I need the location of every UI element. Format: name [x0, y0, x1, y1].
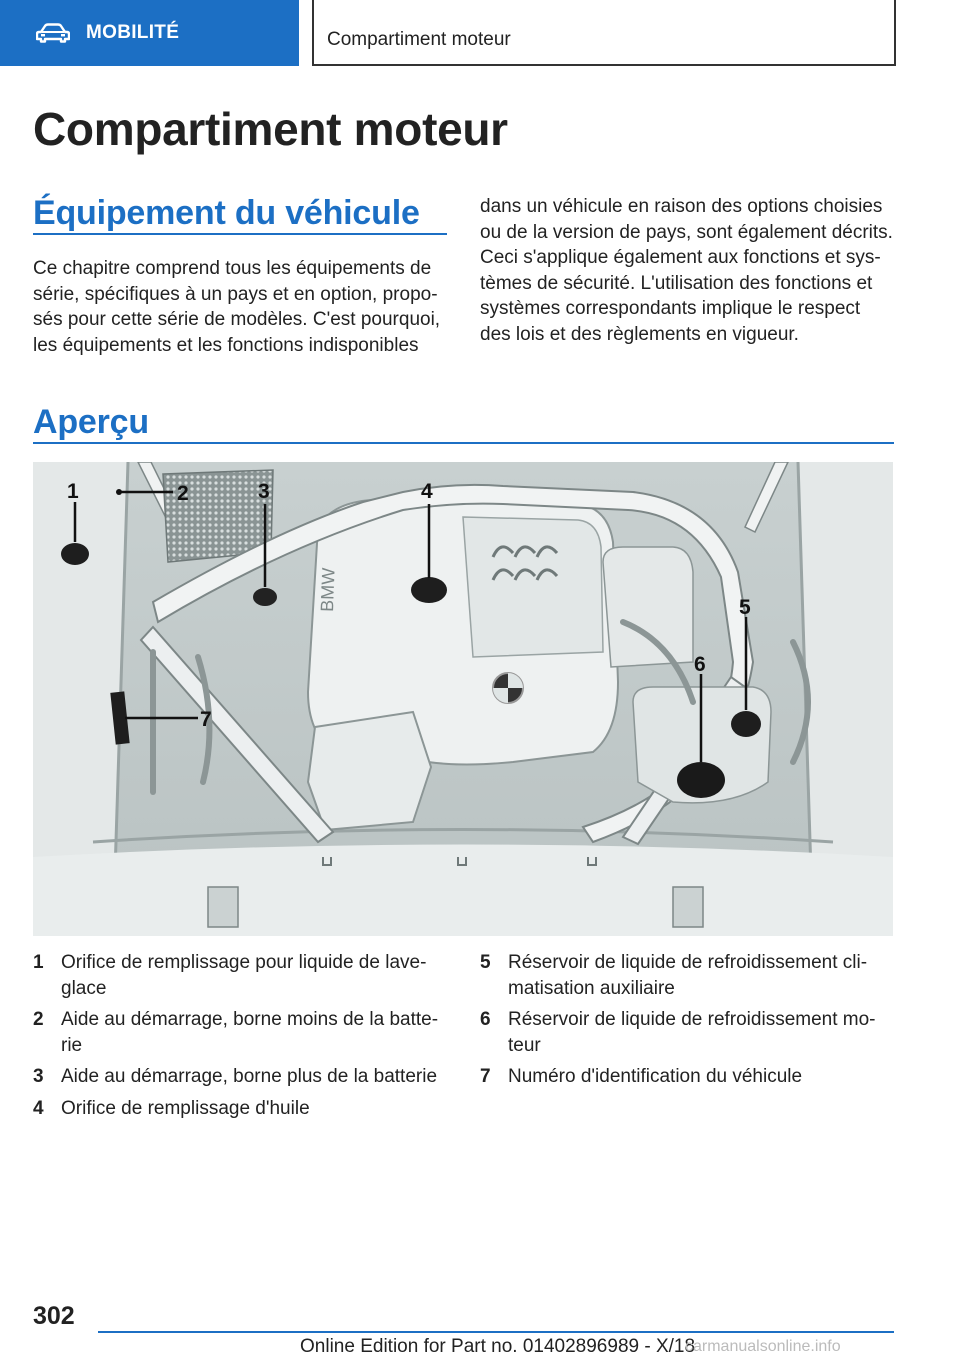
legend-number: 3: [33, 1066, 44, 1088]
paragraph-line: ou de la version de pays, sont également décrits.: [480, 221, 893, 243]
overview-heading: Aperçu: [33, 403, 149, 441]
legend-col1: [33, 950, 453, 1128]
section-tab[interactable]: [0, 0, 299, 66]
legend-number: 7: [480, 1066, 491, 1088]
equipment-paragraph-col1: [33, 256, 453, 358]
paragraph-line: des lois et des règlements en vigueur.: [480, 323, 799, 345]
equipment-heading: Équipement du véhicule: [33, 194, 420, 232]
chapter-tab[interactable]: [312, 0, 896, 66]
legend-number: 4: [33, 1097, 44, 1119]
footer-edition: Online Edition for Part no. 01402896989 - X/18: [300, 1336, 696, 1357]
legend-text: Orifice de remplissage pour liquide de lave-: [61, 952, 427, 973]
legend-text: Aide au démarrage, borne moins de la batte-: [61, 1009, 439, 1031]
legend-text: Numéro d'identification du véhicule: [508, 1066, 803, 1088]
engine-bay-figure: [33, 462, 893, 936]
legend-number: 5: [480, 952, 491, 973]
legend-text: Réservoir de liquide de refroidissement cli-: [508, 952, 868, 973]
paragraph-line: tèmes de sécurité. L'utilisation des fonctions et: [480, 272, 873, 294]
legend-number: 6: [480, 1009, 491, 1031]
paragraph-line: sés pour cette série de modèles. C'est pourquoi,: [33, 309, 441, 331]
legend-text: teur: [508, 1034, 541, 1056]
paragraph-line: série, spécifiques à un pays et en option, propo-: [33, 283, 438, 305]
page-title: Compartiment moteur: [33, 103, 508, 155]
legend-item: [33, 950, 453, 1001]
legend-number: 1: [33, 952, 44, 973]
callout-1: 1: [67, 480, 79, 503]
legend-item: [480, 1007, 900, 1058]
legend-text: glace: [61, 977, 107, 999]
overview-heading-rule: [33, 442, 894, 444]
paragraph-line: Ce chapitre comprend tous les équipements de: [33, 258, 432, 279]
footer-rule: [98, 1331, 894, 1333]
svg-text:BMW: BMW: [317, 567, 339, 613]
legend-col2: [480, 950, 900, 1096]
page-number: 302: [33, 1302, 75, 1330]
callout-2: 2: [177, 482, 189, 505]
paragraph-line: dans un véhicule en raison des options choisies: [480, 196, 883, 217]
legend-item: [480, 950, 900, 1001]
callout-5: 5: [739, 596, 751, 619]
legend-item: [33, 1007, 453, 1058]
legend-text: rie: [61, 1034, 83, 1056]
car-icon: [36, 23, 70, 43]
legend-item: [33, 1096, 453, 1122]
legend-text: Orifice de remplissage d'huile: [61, 1097, 310, 1119]
callout-7: 7: [200, 708, 212, 731]
legend-item: [480, 1064, 900, 1090]
legend-text: Réservoir de liquide de refroidissement mo-: [508, 1009, 876, 1031]
legend-item: [33, 1064, 453, 1090]
legend-number: 2: [33, 1009, 44, 1031]
chapter-label: Compartiment moteur: [327, 29, 511, 50]
watermark: carmanualsonline.info: [685, 1338, 841, 1355]
paragraph-line: systèmes correspondants implique le respect: [480, 298, 861, 320]
engine-bay-illustration: [33, 462, 893, 936]
callout-3: 3: [258, 480, 270, 503]
callout-4: 4: [421, 480, 433, 503]
equipment-heading-rule: [33, 233, 447, 235]
legend-text: matisation auxiliaire: [508, 977, 675, 999]
paragraph-line: Ceci s'applique également aux fonctions et sys-: [480, 247, 881, 269]
legend-text: Aide au démarrage, borne plus de la batterie: [61, 1066, 438, 1088]
equipment-paragraph-col2: [480, 194, 900, 348]
paragraph-line: les équipements et les fonctions indisponibles: [33, 334, 419, 356]
section-label: MOBILITÉ: [86, 22, 180, 43]
callout-6: 6: [694, 653, 706, 676]
